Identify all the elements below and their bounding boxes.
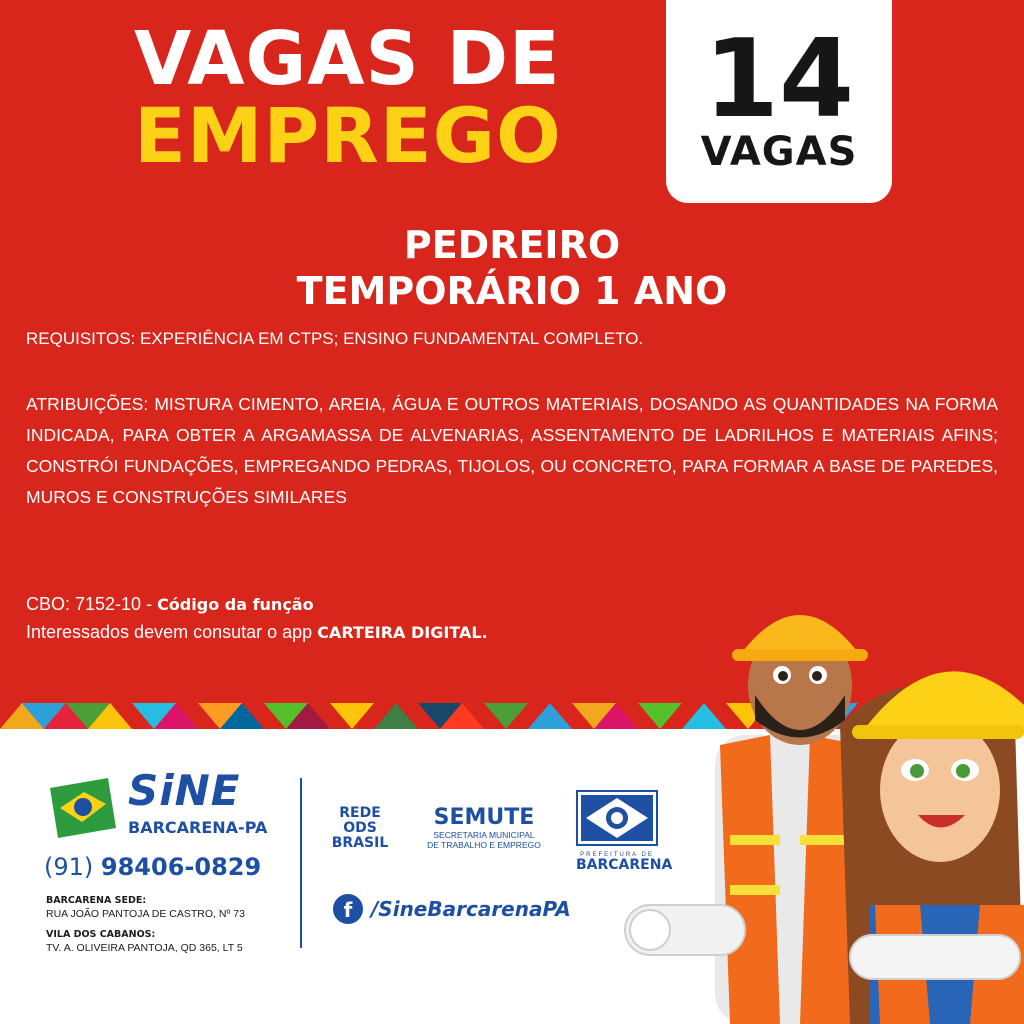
cbo-label: Código da função — [157, 595, 314, 614]
rede-line3: BRASIL — [331, 835, 389, 851]
job-title: PEDREIRO — [403, 223, 621, 267]
phone-number: 98406-0829 — [100, 853, 262, 881]
vacancy-count: 14 — [703, 17, 855, 142]
prefeitura-name: BARCARENA — [576, 857, 673, 873]
sede-label: BARCARENA SEDE: — [46, 895, 147, 906]
cbo-line — [26, 594, 314, 615]
app-name: CARTEIRA DIGITAL. — [317, 623, 488, 642]
semute-sub2: DE TRABALHO E EMPREGO — [427, 840, 541, 850]
construction-workers-illustration — [620, 585, 1024, 1024]
vacancy-count-box — [666, 0, 892, 203]
cbo-code: CBO: 7152-10 - — [26, 594, 158, 614]
semute-logo — [424, 806, 544, 850]
vila-label: VILA DOS CABANOS: — [46, 929, 156, 940]
job-requirements: REQUISITOS: EXPERIÊNCIA EM CTPS; ENSINO FUNDAMENTAL COMPLETO. — [26, 329, 644, 348]
rede-line2: ODS — [343, 820, 377, 836]
job-duties: ATRIBUIÇÕES: MISTURA CIMENTO, AREIA, ÁGUA E OUTROS MATERIAIS, DOSANDO AS QUANTIDADES NA FORMA INDICADA, PARA OBTER A ARGAMASSA DE ALVENARIAS, ASSENTAMENTO DE LADRILHOS E MATERIAIS AFINS; CONSTRÓI FUNDAÇÕES, EMPREGANDO PEDRAS, TIJOLOS, OU CONCRETO, PARA FORMAR A BASE DE PAREDES, MUROS E CONSTRUÇÕES SIMILARES — [26, 394, 998, 507]
rede-ods-logo — [330, 806, 390, 851]
interest-text: Interessados devem consutar o app — [26, 622, 318, 642]
vacancy-count-label: VAGAS — [700, 129, 858, 175]
title-emprego: EMPREGO — [134, 91, 562, 180]
rede-line1: REDE — [339, 805, 381, 821]
sine-location: BARCARENA-PA — [128, 818, 268, 837]
facebook-icon: f — [333, 894, 363, 924]
sine-logo-text: SiNE — [128, 766, 241, 815]
semute-name: SEMUTE — [433, 805, 535, 830]
contact-phone — [44, 853, 261, 881]
sede-address: RUA JOÃO PANTOJA DE CASTRO, Nº 73 — [46, 908, 245, 920]
job-contract-type: TEMPORÁRIO 1 ANO — [296, 269, 728, 313]
title-vagas-de: VAGAS DE — [134, 16, 561, 102]
prefeitura-sub: PREFEITURA DE — [580, 852, 654, 858]
interest-line — [26, 622, 488, 643]
facebook-handle[interactable]: /SineBarcarenaPA — [371, 897, 571, 921]
phone-area-code: (91) — [44, 853, 94, 881]
footer-divider — [300, 778, 302, 948]
semute-sub1: SECRETARIA MUNICIPAL — [433, 830, 535, 840]
vila-address: TV. A. OLIVEIRA PANTOJA, QD 365, LT 5 — [46, 942, 243, 954]
